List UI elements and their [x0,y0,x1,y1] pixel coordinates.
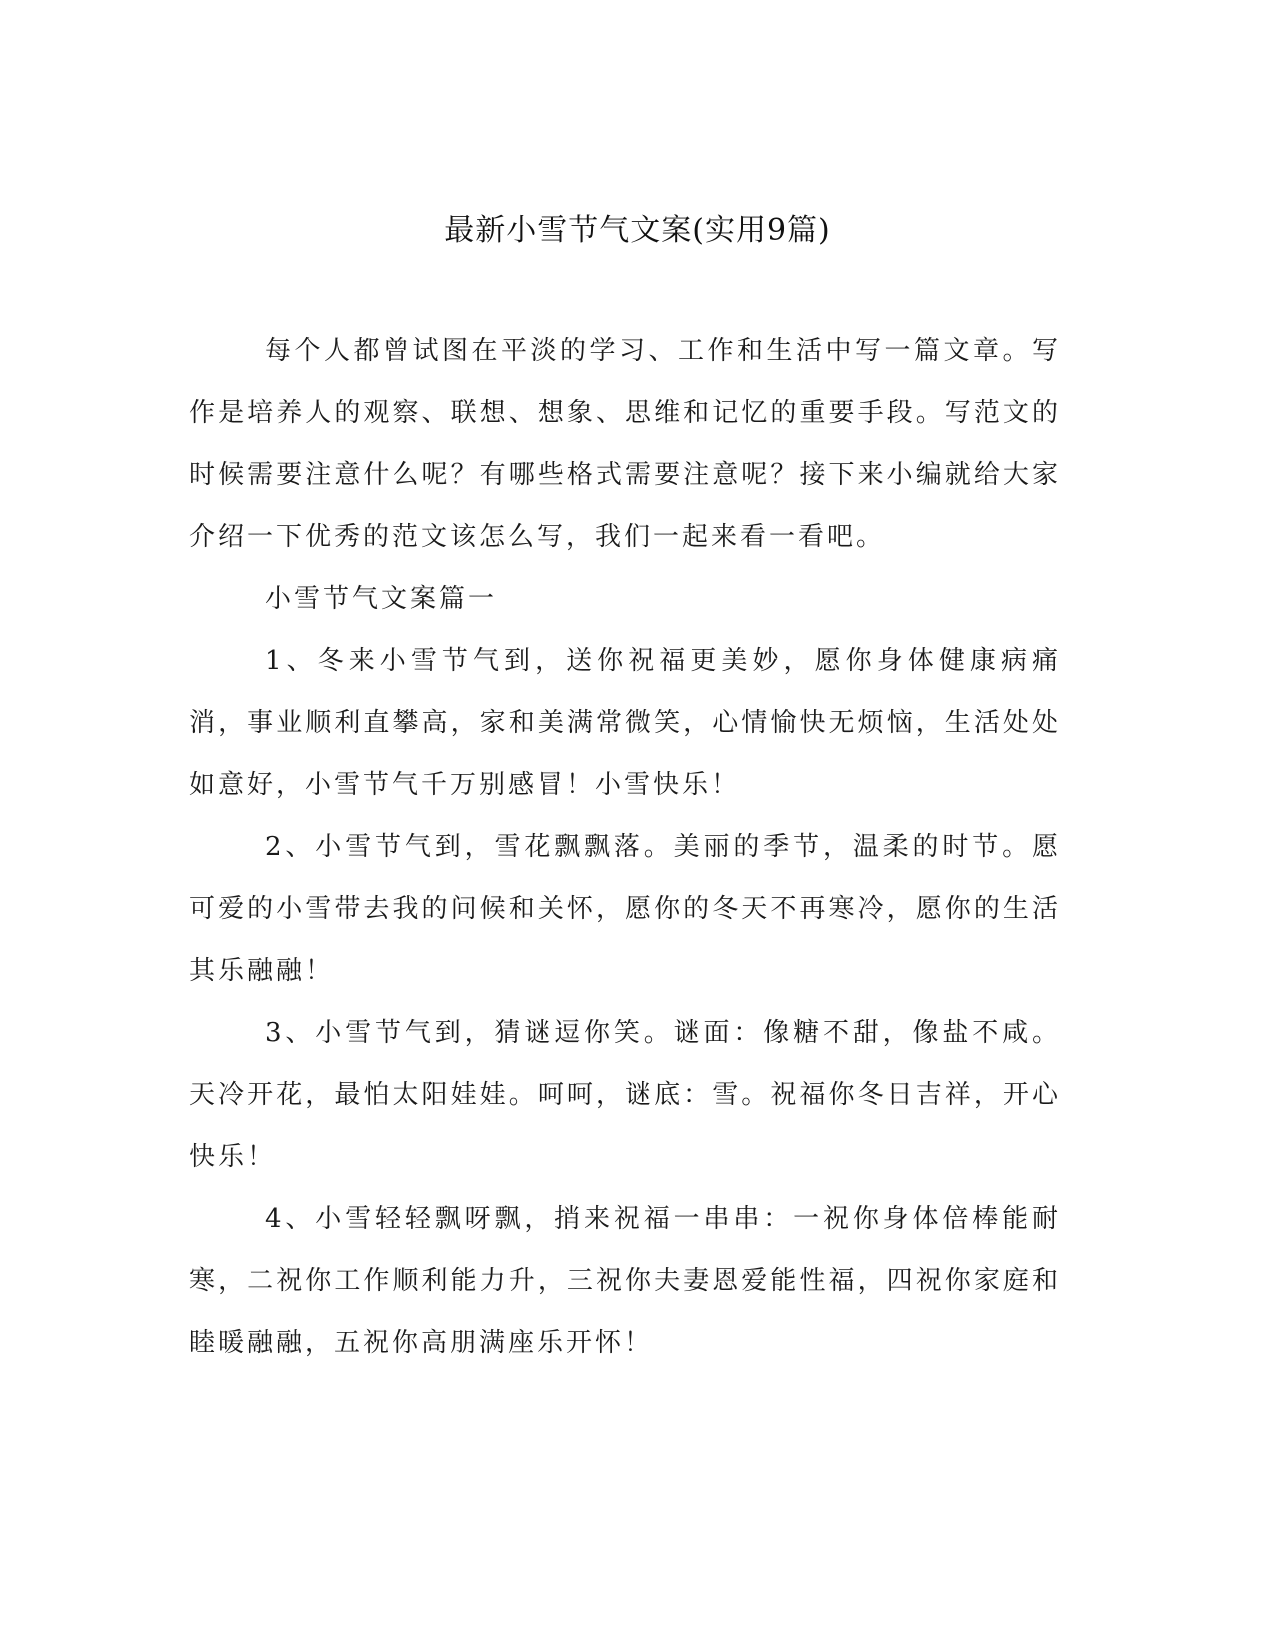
section-heading: 小雪节气文案篇一 [265,584,498,614]
intro-paragraph: 每个人都曾试图在平淡的学习、工作和生活中写一篇文章。写作是培养人的观察、联想、想象、思维和记忆的重要手段。写范文的时候需要注意什么呢？有哪些格式需要注意呢？接下来小编就给大家介绍一下优秀的范文该怎么写，我们一起来看一看吧。 [189,336,1061,552]
document-title: 最新小雪节气文案(实用9篇) [444,213,831,248]
list-item: 1、冬来小雪节气到，送你祝福更美妙，愿你身体健康病痛消，事业顺利直攀高，家和美满常微笑，心情愉快无烦恼，生活处处如意好，小雪节气千万别感冒！小雪快乐！ [189,646,1061,800]
document-body [189,320,1061,1374]
list-item: 4、小雪轻轻飘呀飘，捎来祝福一串串：一祝你身体倍棒能耐寒，二祝你工作顺利能力升，三祝你夫妻恩爱能性福，四祝你家庭和睦暖融融，五祝你高朋满座乐开怀！ [189,1204,1061,1358]
list-item: 3、小雪节气到，猜谜逗你笑。谜面：像糖不甜，像盐不咸。天冷开花，最怕太阳娃娃。呵呵，谜底：雪。祝福你冬日吉祥，开心快乐！ [189,1018,1061,1172]
list-item: 2、小雪节气到，雪花飘飘落。美丽的季节，温柔的时节。愿可爱的小雪带去我的问候和关怀，愿你的冬天不再寒冷，愿你的生活其乐融融！ [189,832,1061,986]
